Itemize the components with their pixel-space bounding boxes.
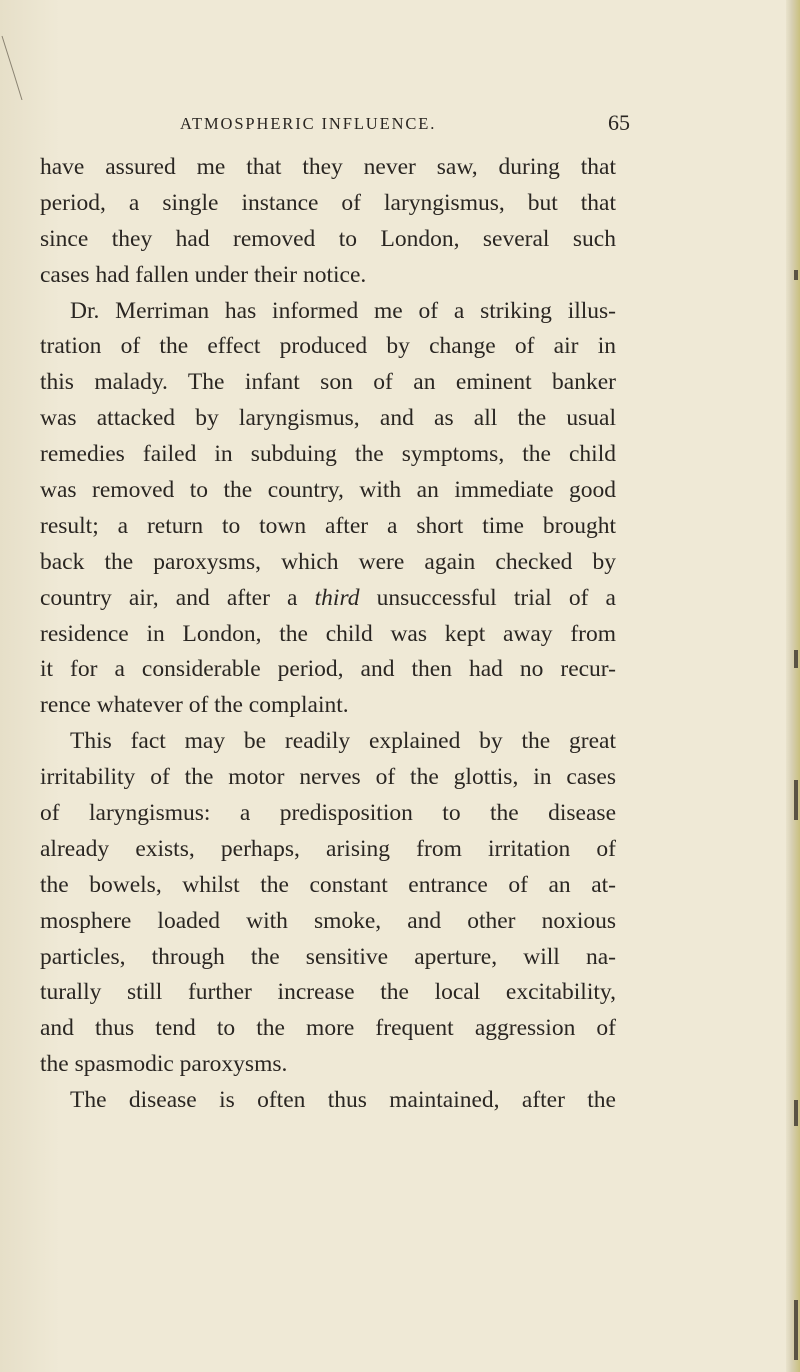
paragraph-start-line: The disease is often thus maintained, after the — [70, 1087, 616, 1114]
text-line-with-italic — [40, 581, 616, 617]
text-line: was removed to the country, with an immediate good — [40, 477, 616, 504]
text-line: since they had removed to London, several such — [40, 225, 616, 252]
text-line: particles, through the sensitive aperture, will na- — [40, 943, 616, 970]
page-number: 65 — [608, 110, 630, 135]
paragraph-end-line: the spasmodic paroxysms. — [40, 1051, 288, 1078]
text-line: turally still further increase the local excitability, — [40, 979, 616, 1006]
text-line: of laryngismus: a predisposition to the disease — [40, 800, 616, 827]
text-line: the bowels, whilst the constant entrance of an at- — [40, 871, 616, 898]
text-line: result; a return to town after a short time brought — [40, 512, 616, 539]
italic-word: third — [314, 584, 360, 611]
text-line: have assured me that they never saw, during that — [40, 154, 616, 180]
paragraph-start-line: This fact may be readily explained by the great — [70, 728, 616, 755]
text-line: this malady. The infant son of an eminent banker — [40, 369, 616, 396]
text-line: was attacked by laryngismus, and as all the usual — [40, 405, 616, 432]
paragraph-start-line: Dr. Merriman has informed me of a striking illus- — [70, 297, 616, 324]
text-line: it for a considerable period, and then had no recur- — [40, 656, 616, 683]
text-segment: country air, and after a — [40, 584, 315, 611]
body-text — [40, 150, 616, 1119]
text-line: remedies failed in subduing the symptoms, the child — [40, 441, 616, 468]
text-line: already exists, perhaps, arising from irritation of — [40, 835, 616, 862]
text-line: back the paroxysms, which were again checked by — [40, 548, 616, 575]
text-line: and thus tend to the more frequent aggression of — [40, 1015, 616, 1042]
text-line: tration of the effect produced by change of air in — [40, 333, 616, 360]
page-header — [180, 110, 630, 138]
text-line: period, a single instance of laryngismus, but that — [40, 189, 616, 216]
text-line: mosphere loaded with smoke, and other noxious — [40, 907, 616, 934]
paragraph-end-line: rence whatever of the complaint. — [40, 692, 349, 719]
text-line: residence in London, the child was kept away from — [40, 620, 616, 647]
text-segment: unsuccessful trial of a — [359, 584, 616, 611]
paragraph-end-line: cases had fallen under their notice. — [40, 261, 367, 288]
page-edge — [786, 0, 800, 1372]
page-fold-mark — [0, 30, 40, 100]
running-head: ATMOSPHERIC INFLUENCE. — [180, 114, 437, 133]
text-line: irritability of the motor nerves of the glottis, in cases — [40, 764, 616, 791]
